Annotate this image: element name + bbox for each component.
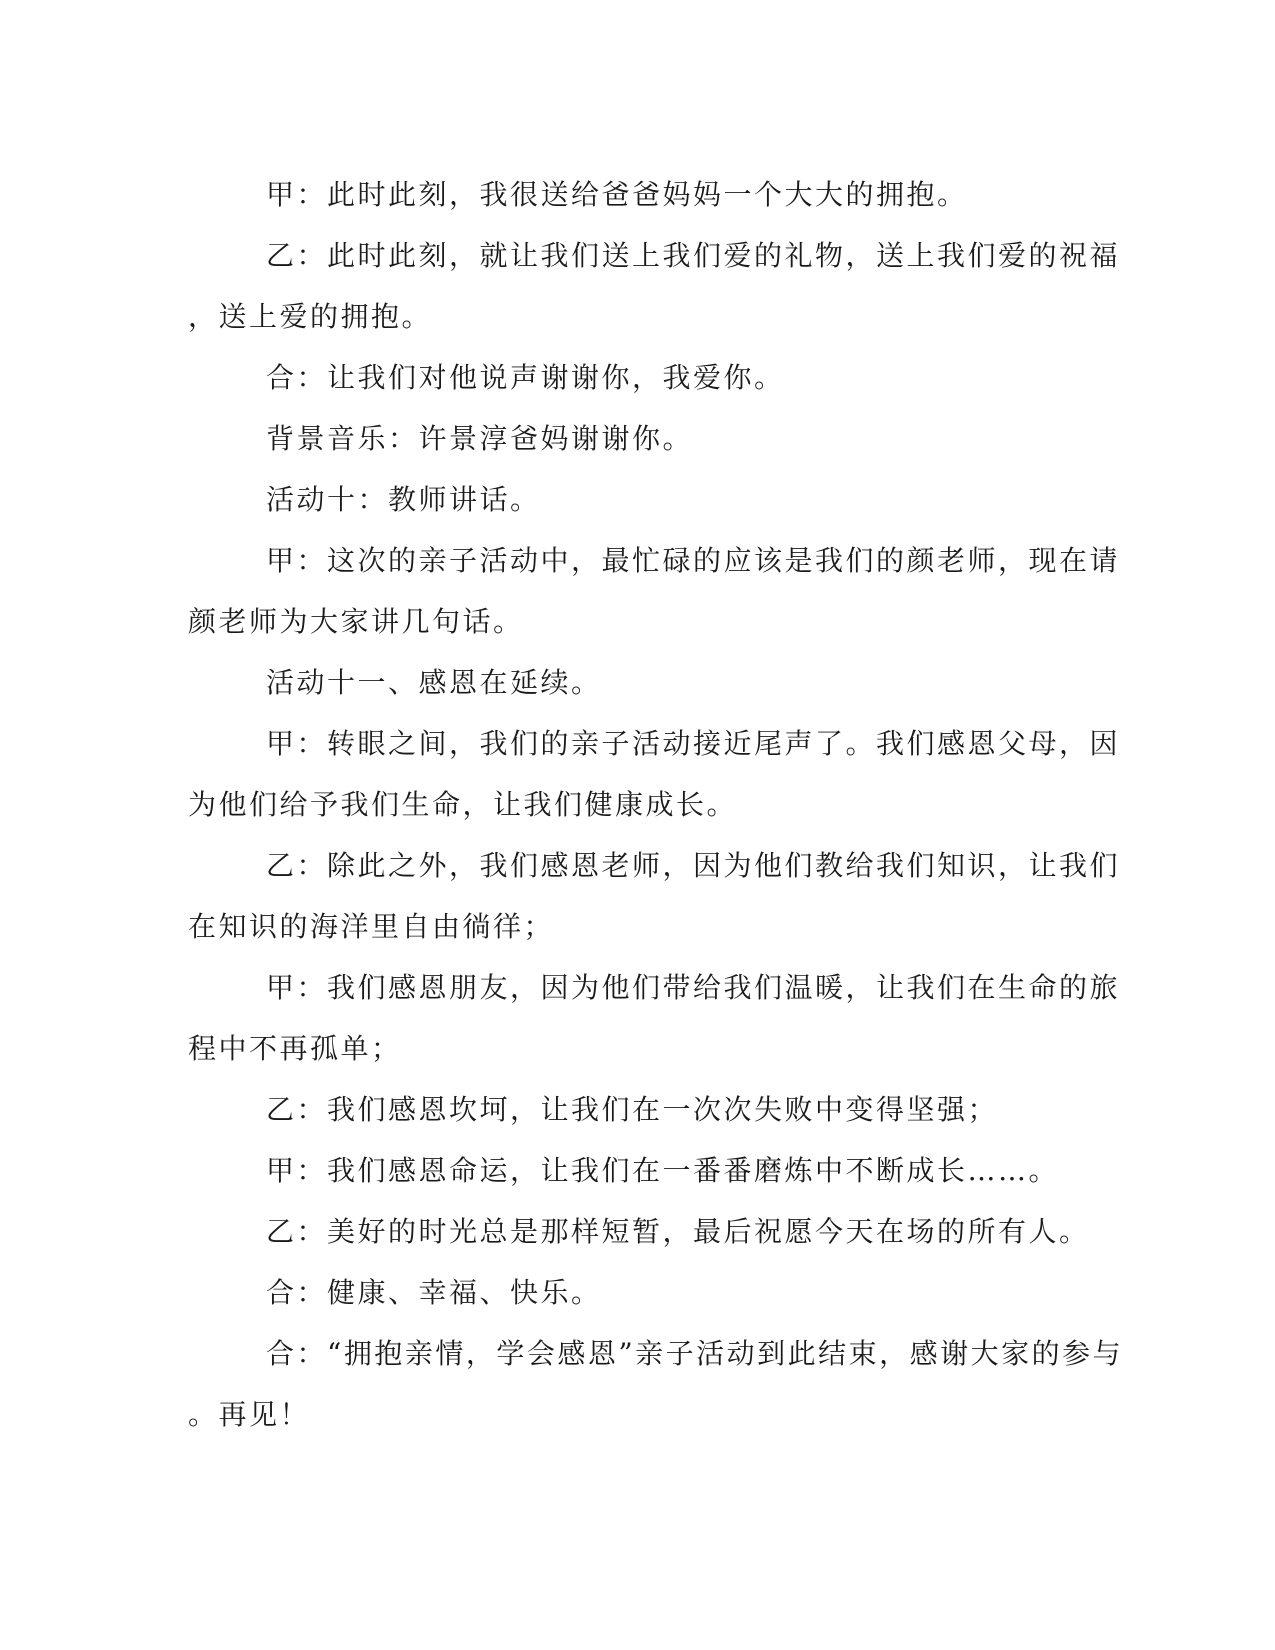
paragraph	[188, 530, 1121, 652]
paragraph	[188, 1140, 1078, 1201]
paragraph	[188, 225, 1121, 347]
document-body	[188, 164, 1124, 1445]
paragraph-line: 甲：这次的亲子活动中，最忙碌的应该是我们的颜老师，现在请	[266, 544, 1121, 577]
paragraph-line: 背景音乐：许景淳爸妈谢谢你。	[266, 422, 694, 455]
paragraph-line: 活动十：教师讲话。	[266, 483, 541, 516]
paragraph-line: 颜老师为大家讲几句话。	[188, 605, 524, 638]
paragraph-line: 乙：此时此刻，就让我们送上我们爱的礼物，送上我们爱的祝福	[266, 239, 1121, 272]
paragraph-line: 乙：除此之外，我们感恩老师，因为他们教给我们知识，让我们	[266, 849, 1121, 882]
paragraph-line: 合：健康、幸福、快乐。	[266, 1276, 602, 1309]
paragraph-line: 合：“拥抱亲情，学会感恩”亲子活动到此结束，感谢大家的参与	[266, 1337, 1124, 1370]
paragraph	[188, 408, 1078, 469]
paragraph	[188, 347, 1078, 408]
paragraph	[188, 469, 1078, 530]
paragraph-line: 在知识的海洋里自由徜徉；	[188, 910, 555, 943]
paragraph-line: ，送上爱的拥抱。	[188, 300, 433, 333]
paragraph	[188, 1201, 1090, 1262]
paragraph-line: 活动十一、感恩在延续。	[266, 666, 602, 699]
paragraph	[188, 164, 1078, 225]
paragraph	[188, 957, 1121, 1079]
paragraph	[188, 713, 1121, 835]
paragraph-line: 乙：我们感恩坎坷，让我们在一次次失败中变得坚强；	[266, 1093, 999, 1126]
paragraph-line: 甲：转眼之间，我们的亲子活动接近尾声了。我们感恩父母，因	[266, 727, 1121, 760]
paragraph-line: 。再见！	[188, 1398, 311, 1431]
paragraph	[188, 1323, 1124, 1445]
paragraph	[188, 1262, 1078, 1323]
paragraph-line: 甲：我们感恩命运，让我们在一番番磨炼中不断成长……。	[266, 1154, 1060, 1187]
paragraph	[188, 1079, 1078, 1140]
paragraph-line: 程中不再孤单；	[188, 1032, 402, 1065]
paragraph-line: 甲：我们感恩朋友，因为他们带给我们温暖，让我们在生命的旅	[266, 971, 1121, 1004]
paragraph	[188, 835, 1121, 957]
paragraph-line: 合：让我们对他说声谢谢你，我爱你。	[266, 361, 785, 394]
paragraph-line: 乙：美好的时光总是那样短暂，最后祝愿今天在场的所有人。	[266, 1215, 1090, 1248]
paragraph-line: 甲：此时此刻，我很送给爸爸妈妈一个大大的拥抱。	[266, 178, 968, 211]
paragraph	[188, 652, 1078, 713]
paragraph-line: 为他们给予我们生命，让我们健康成长。	[188, 788, 738, 821]
